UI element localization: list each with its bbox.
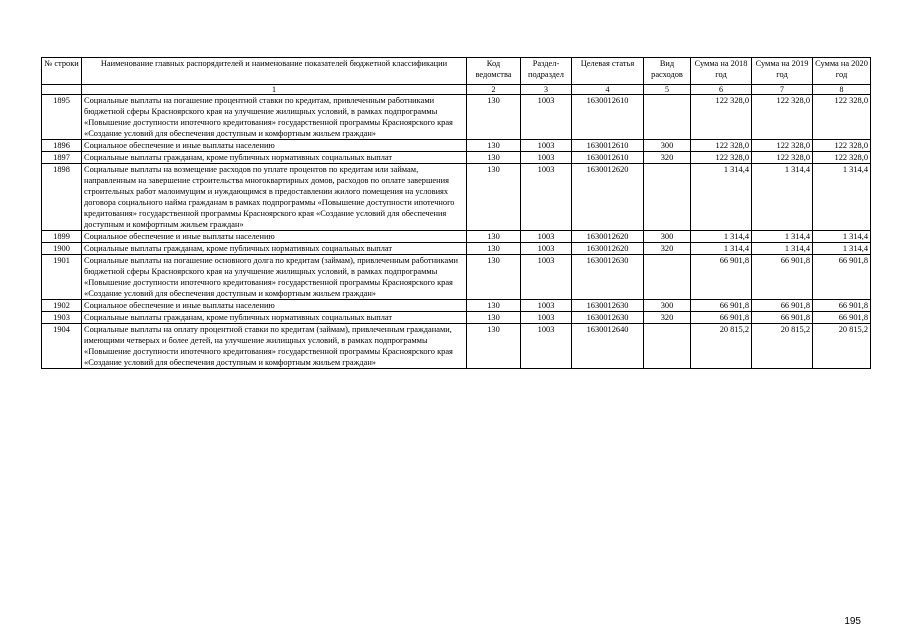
row-number: 1900 xyxy=(42,243,82,255)
sum-2020: 122 328,0 xyxy=(813,140,871,152)
header-sum-2020: Сумма на 2020 год xyxy=(813,58,871,85)
target-article: 1630012640 xyxy=(572,324,644,369)
sum-2020: 1 314,4 xyxy=(813,164,871,231)
department-code: 130 xyxy=(467,164,521,231)
target-article: 1630012630 xyxy=(572,312,644,324)
row-number: 1898 xyxy=(42,164,82,231)
column-number xyxy=(42,85,82,95)
sum-2018: 122 328,0 xyxy=(691,95,752,140)
sum-2019: 122 328,0 xyxy=(752,140,813,152)
row-number: 1904 xyxy=(42,324,82,369)
row-name: Социальные выплаты на возмещение расходов по уплате процентов по кредитам или займам, направленным на завершение строительства многоквартирных домов, расходов по оплате завершения строительных работ малоимущим и нуждающимся в предоставлении жилого помещения на условиях договора социального найма гражданам в рамках подпрограммы «Повышение доступности ипотечного кредитования» государственной программы Красноярского края «Создание условий для обеспечения доступным и комфортным жильем граждан» xyxy=(82,164,467,231)
budget-table xyxy=(41,57,871,369)
sum-2019: 122 328,0 xyxy=(752,95,813,140)
table-row xyxy=(42,243,871,255)
expense-type xyxy=(644,255,691,300)
sum-2019: 66 901,8 xyxy=(752,300,813,312)
table-row xyxy=(42,95,871,140)
header-expense-type: Вид расходов xyxy=(644,58,691,85)
department-code: 130 xyxy=(467,140,521,152)
department-code: 130 xyxy=(467,255,521,300)
sum-2018: 66 901,8 xyxy=(691,255,752,300)
department-code: 130 xyxy=(467,95,521,140)
header-row xyxy=(42,58,871,85)
sum-2019: 66 901,8 xyxy=(752,255,813,300)
table-row xyxy=(42,140,871,152)
sum-2018: 1 314,4 xyxy=(691,164,752,231)
column-number: 5 xyxy=(644,85,691,95)
target-article: 1630012620 xyxy=(572,231,644,243)
department-code: 130 xyxy=(467,324,521,369)
target-article: 1630012610 xyxy=(572,152,644,164)
column-number-row xyxy=(42,85,871,95)
department-code: 130 xyxy=(467,152,521,164)
row-number: 1903 xyxy=(42,312,82,324)
sum-2020: 1 314,4 xyxy=(813,243,871,255)
target-article: 1630012610 xyxy=(572,140,644,152)
row-name: Социальные выплаты на оплату процентной ставки по кредитам (займам), привлеченным гражданами, имеющими четверых и более детей, на улучшение жилищных условий, в рамках подпрограммы «Повышение доступности ипотечного кредитования» государственной программы Красноярского края «Создание условий для обеспечения доступным и комфортным жильем граждан» xyxy=(82,324,467,369)
sum-2018: 122 328,0 xyxy=(691,152,752,164)
sum-2020: 66 901,8 xyxy=(813,255,871,300)
section-code: 1003 xyxy=(521,231,572,243)
sum-2019: 122 328,0 xyxy=(752,152,813,164)
sum-2020: 20 815,2 xyxy=(813,324,871,369)
department-code: 130 xyxy=(467,243,521,255)
table-row xyxy=(42,324,871,369)
sum-2020: 122 328,0 xyxy=(813,95,871,140)
sum-2018: 66 901,8 xyxy=(691,300,752,312)
expense-type: 300 xyxy=(644,231,691,243)
sum-2019: 1 314,4 xyxy=(752,231,813,243)
row-number: 1901 xyxy=(42,255,82,300)
sum-2020: 1 314,4 xyxy=(813,231,871,243)
row-number: 1902 xyxy=(42,300,82,312)
section-code: 1003 xyxy=(521,140,572,152)
column-number: 4 xyxy=(572,85,644,95)
sum-2019: 66 901,8 xyxy=(752,312,813,324)
sum-2020: 66 901,8 xyxy=(813,312,871,324)
row-number: 1896 xyxy=(42,140,82,152)
header-section: Раздел-подраздел xyxy=(521,58,572,85)
row-name: Социальные выплаты гражданам, кроме публичных нормативных социальных выплат xyxy=(82,243,467,255)
row-number: 1895 xyxy=(42,95,82,140)
section-code: 1003 xyxy=(521,152,572,164)
sum-2019: 20 815,2 xyxy=(752,324,813,369)
header-name: Наименование главных распорядителей и наименование показателей бюджетной классификации xyxy=(82,58,467,85)
expense-type: 300 xyxy=(644,300,691,312)
column-number: 8 xyxy=(813,85,871,95)
target-article: 1630012620 xyxy=(572,243,644,255)
sum-2018: 1 314,4 xyxy=(691,243,752,255)
row-name: Социальное обеспечение и иные выплаты населению xyxy=(82,140,467,152)
table-row xyxy=(42,300,871,312)
row-name: Социальные выплаты гражданам, кроме публичных нормативных социальных выплат xyxy=(82,312,467,324)
expense-type xyxy=(644,324,691,369)
table-row xyxy=(42,231,871,243)
department-code: 130 xyxy=(467,312,521,324)
target-article: 1630012630 xyxy=(572,255,644,300)
column-number: 3 xyxy=(521,85,572,95)
target-article: 1630012620 xyxy=(572,164,644,231)
header-row-number: № строки xyxy=(42,58,82,85)
sum-2020: 122 328,0 xyxy=(813,152,871,164)
sum-2020: 66 901,8 xyxy=(813,300,871,312)
row-name: Социальное обеспечение и иные выплаты населению xyxy=(82,300,467,312)
expense-type: 320 xyxy=(644,152,691,164)
sum-2018: 1 314,4 xyxy=(691,231,752,243)
section-code: 1003 xyxy=(521,243,572,255)
header-department-code: Код ведомства xyxy=(467,58,521,85)
target-article: 1630012630 xyxy=(572,300,644,312)
row-name: Социальные выплаты гражданам, кроме публичных нормативных социальных выплат xyxy=(82,152,467,164)
row-name: Социальное обеспечение и иные выплаты населению xyxy=(82,231,467,243)
department-code: 130 xyxy=(467,300,521,312)
row-number: 1897 xyxy=(42,152,82,164)
page-number: 195 xyxy=(844,616,861,627)
sum-2019: 1 314,4 xyxy=(752,164,813,231)
department-code: 130 xyxy=(467,231,521,243)
table-row xyxy=(42,152,871,164)
expense-type xyxy=(644,95,691,140)
row-name: Социальные выплаты на погашение процентной ставки по кредитам, привлеченным работниками бюджетной сферы Красноярского края на улучшение жилищных условий, в рамках подпрограммы «Повышение доступности ипотечного кредитования» государственной программы Красноярского края «Создание условий для обеспечения доступным и комфортным жильем граждан» xyxy=(82,95,467,140)
column-number: 1 xyxy=(82,85,467,95)
column-number: 6 xyxy=(691,85,752,95)
sum-2018: 20 815,2 xyxy=(691,324,752,369)
table-row xyxy=(42,312,871,324)
column-number: 7 xyxy=(752,85,813,95)
expense-type: 300 xyxy=(644,140,691,152)
column-number: 2 xyxy=(467,85,521,95)
table-row xyxy=(42,164,871,231)
header-sum-2018: Сумма на 2018 год xyxy=(691,58,752,85)
section-code: 1003 xyxy=(521,300,572,312)
section-code: 1003 xyxy=(521,312,572,324)
sum-2019: 1 314,4 xyxy=(752,243,813,255)
sum-2018: 66 901,8 xyxy=(691,312,752,324)
section-code: 1003 xyxy=(521,164,572,231)
header-sum-2019: Сумма на 2019 год xyxy=(752,58,813,85)
expense-type: 320 xyxy=(644,243,691,255)
section-code: 1003 xyxy=(521,95,572,140)
header-target-article: Целевая статья xyxy=(572,58,644,85)
row-number: 1899 xyxy=(42,231,82,243)
expense-type: 320 xyxy=(644,312,691,324)
section-code: 1003 xyxy=(521,324,572,369)
row-name: Социальные выплаты на погашение основного долга по кредитам (займам), привлеченным работниками бюджетной сферы Красноярского края на улучшение жилищных условий, в рамках подпрограммы «Повышение доступности ипотечного кредитования» государственной программы Красноярского края «Создание условий для обеспечения доступным и комфортным жильем граждан» xyxy=(82,255,467,300)
sum-2018: 122 328,0 xyxy=(691,140,752,152)
section-code: 1003 xyxy=(521,255,572,300)
expense-type xyxy=(644,164,691,231)
table-row xyxy=(42,255,871,300)
target-article: 1630012610 xyxy=(572,95,644,140)
